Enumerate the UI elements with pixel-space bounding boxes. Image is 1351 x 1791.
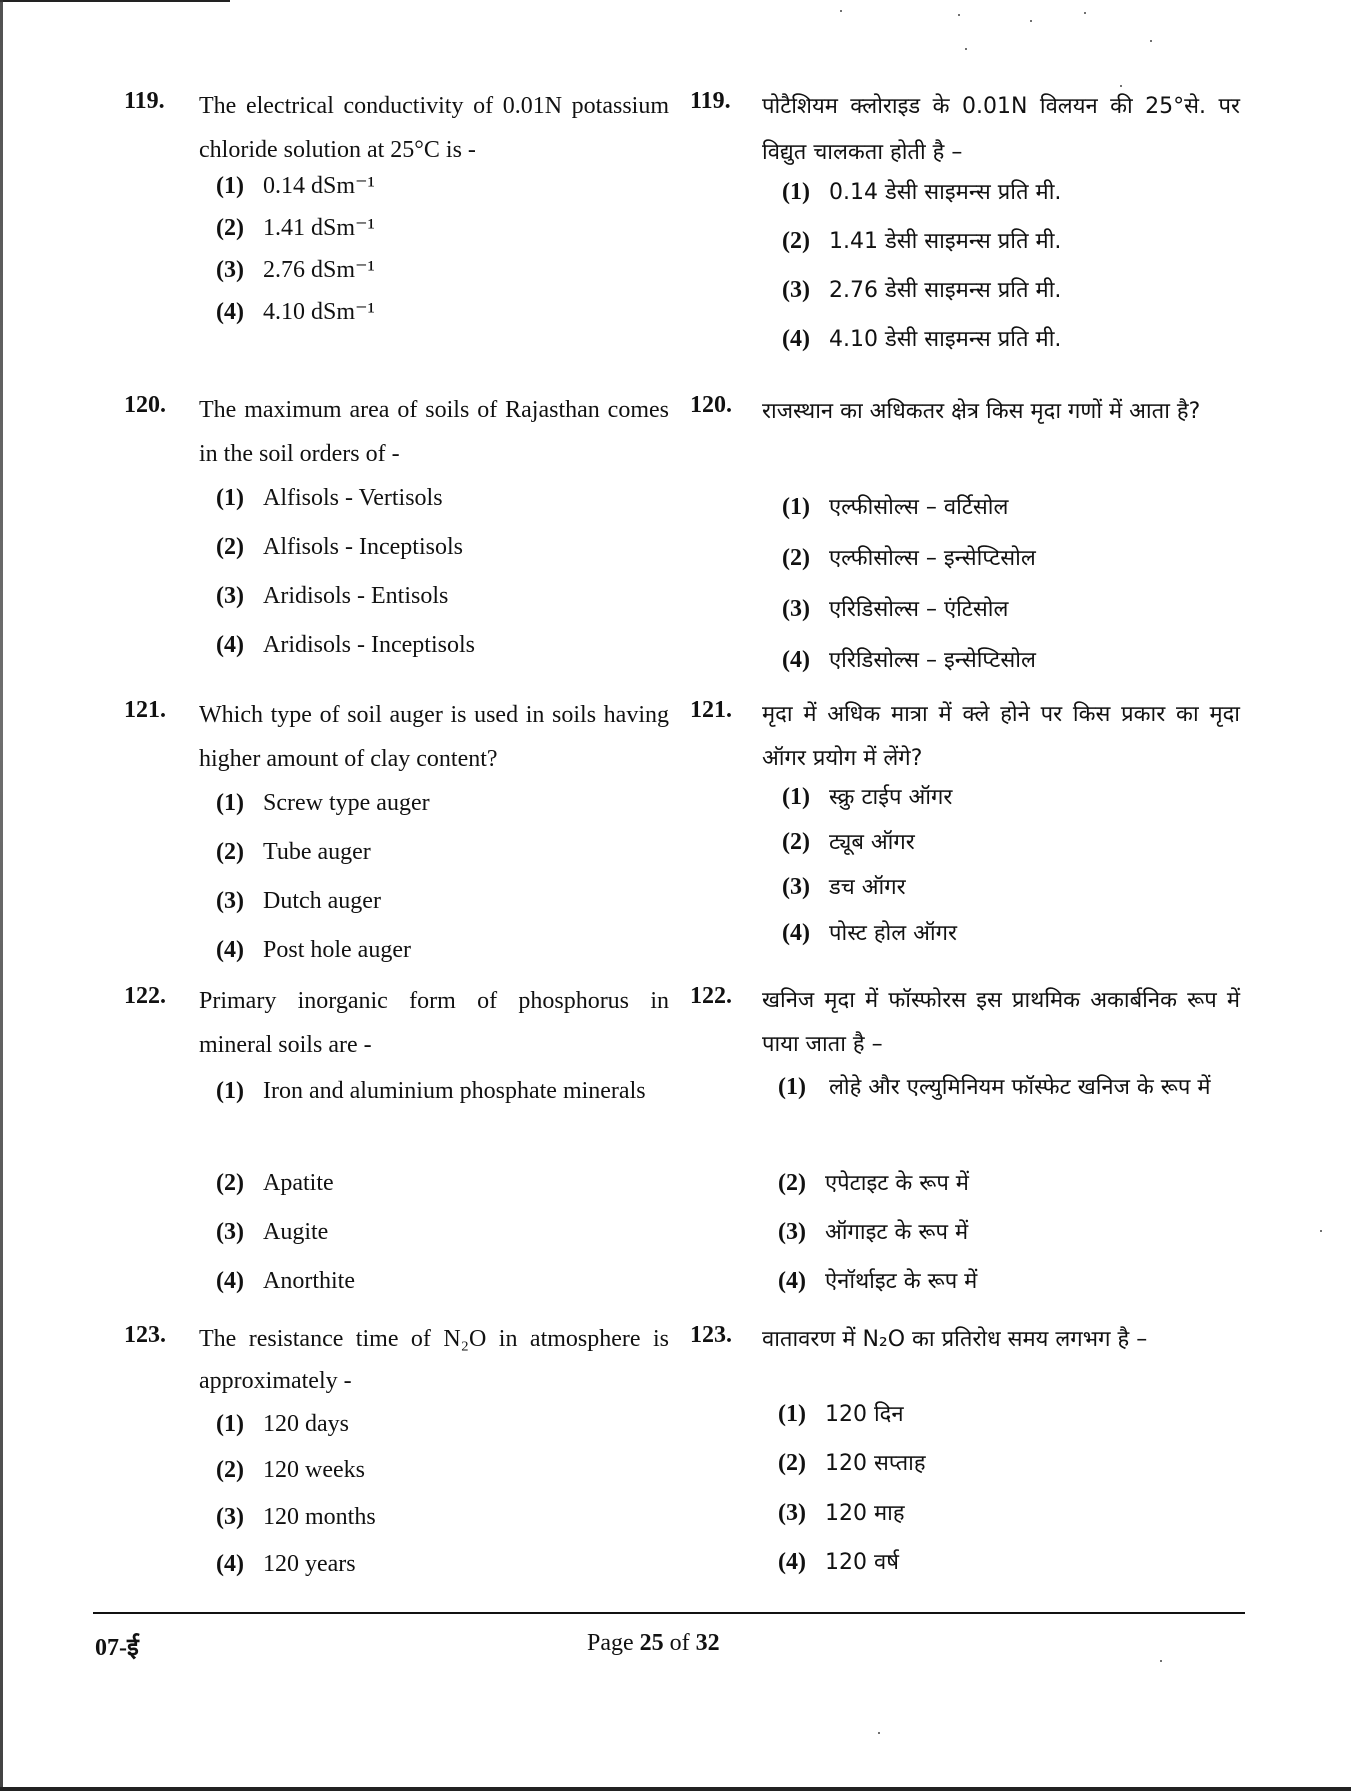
option-2[interactable]: (2) 1.41 dSm⁻¹	[216, 215, 375, 241]
question-number: 120.	[690, 392, 732, 418]
question-stem: पोटैशियम क्लोराइड के 0.01N विलयन की 25°से. पर विद्युत चालकता होती है –	[762, 94, 1240, 165]
option-3[interactable]: (3) 2.76 dSm⁻¹	[216, 257, 375, 283]
booklet-code: 07-ई	[95, 1635, 139, 1661]
question-number: 123.	[124, 1322, 166, 1348]
option-4[interactable]: (4) Anorthite	[216, 1268, 355, 1294]
option-1[interactable]: (1) स्क्रु टाईप ऑगर	[782, 784, 953, 810]
option-3[interactable]: (3) डच ऑगर	[782, 874, 906, 900]
scan-speck	[958, 14, 960, 16]
scan-speck	[1320, 1230, 1322, 1232]
option-1[interactable]: (1) Alfisols - Vertisols	[216, 485, 443, 511]
question-stem: मृदा में अधिक मात्रा में क्ले होने पर किस प्रकार का मृदा ऑगर प्रयोग में लेंगे?	[762, 702, 1240, 771]
scan-bottom-edge	[0, 1787, 1351, 1791]
option-3[interactable]: (3) Dutch auger	[216, 888, 381, 914]
option-3[interactable]: (3) 120 months	[216, 1504, 376, 1530]
option-3[interactable]: (3) 120 माह	[778, 1500, 905, 1526]
scan-speck	[1150, 40, 1152, 42]
option-2[interactable]: (2) Tube auger	[216, 839, 371, 865]
scan-left-edge	[0, 0, 3, 1791]
option-1[interactable]: (1) 120 दिन	[778, 1401, 904, 1427]
option-1[interactable]: (1) 0.14 डेसी साइमन्स प्रति मी.	[782, 179, 1062, 205]
question-number: 121.	[690, 697, 732, 723]
question-number: 123.	[690, 1322, 732, 1348]
scan-speck	[1084, 12, 1086, 14]
page-number: Page 25 of 32	[587, 1630, 720, 1656]
option-4[interactable]: (4) 120 वर्ष	[778, 1549, 899, 1575]
option-2[interactable]: (2) 120 weeks	[216, 1457, 365, 1483]
question-stem: The resistance time of N₂O in atmosphere is approximately -	[199, 1326, 669, 1394]
question-number: 122.	[690, 983, 732, 1009]
option-4[interactable]: (4) Aridisols - Inceptisols	[216, 632, 475, 658]
question-stem: The maximum area of soils of Rajasthan comes in the soil orders of -	[199, 397, 669, 467]
option-4[interactable]: (4) एरिडिसोल्स – इन्सेप्टिसोल	[782, 647, 1036, 673]
scan-speck	[1030, 20, 1032, 22]
option-1[interactable]: (1) एल्फीसोल्स – वर्टिसोल	[782, 494, 1009, 520]
option-2[interactable]: (2) Apatite	[216, 1170, 334, 1196]
option-3[interactable]: (3) Augite	[216, 1219, 329, 1245]
question-stem: वातावरण में N₂O का प्रतिरोध समय लगभग है –	[762, 1327, 1148, 1352]
scan-speck	[878, 1732, 880, 1734]
question-stem: Primary inorganic form of phosphorus in mineral soils are -	[199, 988, 669, 1058]
option-2[interactable]: (2) एल्फीसोल्स – इन्सेप्टिसोल	[782, 545, 1036, 571]
option-3[interactable]: (3) एरिडिसोल्स – एंटिसोल	[782, 596, 1009, 622]
option-3[interactable]: (3) Aridisols - Entisols	[216, 583, 449, 609]
option-4[interactable]: (4) 4.10 dSm⁻¹	[216, 299, 375, 325]
option-3[interactable]: (3) ऑगाइट के रूप में	[778, 1219, 969, 1245]
question-number: 122.	[124, 983, 166, 1009]
option-1[interactable]: (1) Screw type auger	[216, 790, 430, 816]
option-1[interactable]: (1) Iron and aluminium phosphate minerals	[216, 1078, 646, 1104]
option-1[interactable]: (1) 120 days	[216, 1411, 349, 1437]
question-number: 121.	[124, 697, 166, 723]
scan-speck	[1120, 85, 1122, 87]
option-4[interactable]: (4) 120 years	[216, 1551, 356, 1577]
option-4[interactable]: (4) 4.10 डेसी साइमन्स प्रति मी.	[782, 326, 1062, 352]
option-2[interactable]: (2) 120 सप्ताह	[778, 1450, 926, 1476]
option-4[interactable]: (4) ऐनॉर्थाइट के रूप में	[778, 1268, 978, 1294]
question-stem: The electrical conductivity of 0.01N potassium chloride solution at 25°C is -	[199, 93, 669, 163]
question-number: 120.	[124, 392, 166, 418]
option-4[interactable]: (4) Post hole auger	[216, 937, 411, 963]
scan-speck	[965, 48, 967, 50]
question-stem: राजस्थान का अधिकतर क्षेत्र किस मृदा गणों में आता है?	[762, 399, 1201, 424]
question-stem: खनिज मृदा में फॉस्फोरस इस प्राथमिक अकार्बनिक रूप में पाया जाता है –	[762, 988, 1240, 1057]
option-2[interactable]: (2) Alfisols - Inceptisols	[216, 534, 463, 560]
option-1[interactable]: (1) लोहे और एल्युमिनियम फॉस्फेट खनिज के रूप में	[778, 1074, 1211, 1100]
scan-speck	[840, 10, 842, 12]
option-2[interactable]: (2) एपेटाइट के रूप में	[778, 1170, 969, 1196]
scan-speck	[1160, 1660, 1162, 1662]
option-2[interactable]: (2) 1.41 डेसी साइमन्स प्रति मी.	[782, 228, 1062, 254]
option-2[interactable]: (2) ट्यूब ऑगर	[782, 829, 915, 855]
question-number: 119.	[690, 88, 731, 114]
footer-divider	[93, 1612, 1245, 1614]
option-3[interactable]: (3) 2.76 डेसी साइमन्स प्रति मी.	[782, 277, 1062, 303]
option-1[interactable]: (1) 0.14 dSm⁻¹	[216, 173, 375, 199]
question-number: 119.	[124, 88, 165, 114]
option-4[interactable]: (4) पोस्ट होल ऑगर	[782, 920, 958, 946]
scan-top-edge	[0, 0, 230, 2]
question-stem: Which type of soil auger is used in soils having higher amount of clay content?	[199, 702, 669, 772]
